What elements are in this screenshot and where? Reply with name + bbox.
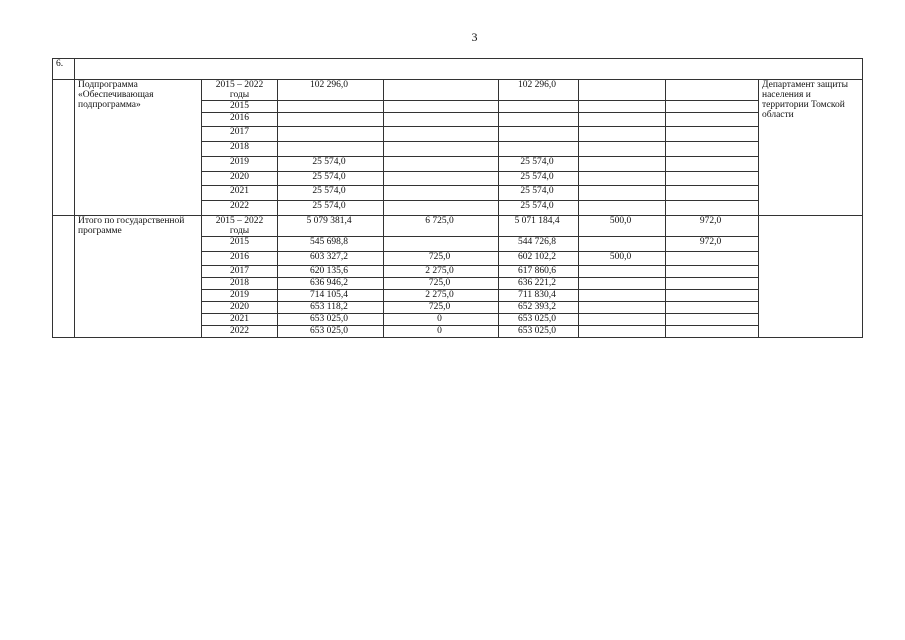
total-cell bbox=[278, 127, 384, 142]
total-cell bbox=[278, 142, 384, 157]
year-cell: 2019 bbox=[202, 290, 278, 302]
regional-budget-cell: 25 574,0 bbox=[499, 172, 579, 186]
federal-budget-cell bbox=[384, 186, 499, 201]
year-cell: 2015 bbox=[202, 101, 278, 113]
other-sources-cell bbox=[666, 252, 759, 266]
year-cell: 2015 – 2022 годы bbox=[202, 216, 278, 237]
other-sources-cell bbox=[666, 266, 759, 278]
total-program-name: Итого по государственной программе bbox=[75, 216, 202, 338]
other-sources-cell bbox=[666, 326, 759, 338]
row-number-cell bbox=[53, 216, 75, 338]
local-budget-cell bbox=[579, 201, 666, 216]
total-cell: 653 118,2 bbox=[278, 302, 384, 314]
local-budget-cell: 500,0 bbox=[579, 216, 666, 237]
local-budget-cell bbox=[579, 302, 666, 314]
federal-budget-cell bbox=[384, 127, 499, 142]
financing-table bbox=[52, 58, 863, 338]
total-cell bbox=[278, 113, 384, 127]
regional-budget-cell bbox=[499, 113, 579, 127]
executor-cell: Департамент защиты населения и территории Томской области bbox=[759, 80, 863, 216]
year-cell: 2016 bbox=[202, 252, 278, 266]
subprogram-name: Подпрограмма «Обеспечивающая подпрограмма» bbox=[75, 80, 202, 216]
total-cell: 5 079 381,4 bbox=[278, 216, 384, 237]
local-budget-cell bbox=[579, 127, 666, 142]
federal-budget-cell bbox=[384, 113, 499, 127]
subprogram-row bbox=[53, 80, 863, 101]
year-cell: 2016 bbox=[202, 113, 278, 127]
regional-budget-cell: 636 221,2 bbox=[499, 278, 579, 290]
regional-budget-cell: 602 102,2 bbox=[499, 252, 579, 266]
total-cell bbox=[278, 101, 384, 113]
regional-budget-cell: 653 025,0 bbox=[499, 314, 579, 326]
regional-budget-cell: 653 025,0 bbox=[499, 326, 579, 338]
federal-budget-cell bbox=[384, 157, 499, 172]
federal-budget-cell: 725,0 bbox=[384, 252, 499, 266]
local-budget-cell bbox=[579, 157, 666, 172]
other-sources-cell bbox=[666, 157, 759, 172]
regional-budget-cell: 652 393,2 bbox=[499, 302, 579, 314]
year-cell: 2022 bbox=[202, 326, 278, 338]
federal-budget-cell bbox=[384, 172, 499, 186]
total-cell: 25 574,0 bbox=[278, 157, 384, 172]
other-sources-cell bbox=[666, 142, 759, 157]
regional-budget-cell: 25 574,0 bbox=[499, 201, 579, 216]
federal-budget-cell bbox=[384, 101, 499, 113]
other-sources-cell bbox=[666, 113, 759, 127]
local-budget-cell bbox=[579, 186, 666, 201]
other-sources-cell: 972,0 bbox=[666, 216, 759, 237]
regional-budget-cell bbox=[499, 101, 579, 113]
federal-budget-cell: 725,0 bbox=[384, 278, 499, 290]
year-cell: 2019 bbox=[202, 157, 278, 172]
section-row bbox=[53, 59, 863, 80]
total-cell: 620 135,6 bbox=[278, 266, 384, 278]
section-title-cell bbox=[75, 59, 863, 80]
year-cell: 2017 bbox=[202, 127, 278, 142]
regional-budget-cell bbox=[499, 142, 579, 157]
other-sources-cell bbox=[666, 201, 759, 216]
year-cell: 2021 bbox=[202, 186, 278, 201]
federal-budget-cell bbox=[384, 142, 499, 157]
regional-budget-cell: 5 071 184,4 bbox=[499, 216, 579, 237]
federal-budget-cell bbox=[384, 80, 499, 101]
federal-budget-cell: 6 725,0 bbox=[384, 216, 499, 237]
federal-budget-cell: 0 bbox=[384, 314, 499, 326]
year-cell: 2020 bbox=[202, 172, 278, 186]
year-cell: 2018 bbox=[202, 278, 278, 290]
year-cell: 2015 – 2022 годы bbox=[202, 80, 278, 101]
regional-budget-cell: 102 296,0 bbox=[499, 80, 579, 101]
total-cell: 653 025,0 bbox=[278, 326, 384, 338]
other-sources-cell bbox=[666, 127, 759, 142]
total-cell: 25 574,0 bbox=[278, 201, 384, 216]
other-sources-cell bbox=[666, 278, 759, 290]
page-number: 3 bbox=[471, 30, 478, 44]
regional-budget-cell: 544 726,8 bbox=[499, 237, 579, 252]
row-number-cell bbox=[53, 80, 75, 216]
regional-budget-cell: 617 860,6 bbox=[499, 266, 579, 278]
year-cell: 2022 bbox=[202, 201, 278, 216]
regional-budget-cell: 25 574,0 bbox=[499, 186, 579, 201]
section-number: 6. bbox=[53, 59, 75, 80]
total-cell: 25 574,0 bbox=[278, 172, 384, 186]
local-budget-cell bbox=[579, 113, 666, 127]
total-cell: 653 025,0 bbox=[278, 314, 384, 326]
other-sources-cell bbox=[666, 172, 759, 186]
other-sources-cell: 972,0 bbox=[666, 237, 759, 252]
local-budget-cell bbox=[579, 101, 666, 113]
year-cell: 2015 bbox=[202, 237, 278, 252]
regional-budget-cell: 711 830,4 bbox=[499, 290, 579, 302]
other-sources-cell bbox=[666, 80, 759, 101]
federal-budget-cell bbox=[384, 237, 499, 252]
other-sources-cell bbox=[666, 314, 759, 326]
local-budget-cell bbox=[579, 80, 666, 101]
local-budget-cell: 500,0 bbox=[579, 252, 666, 266]
local-budget-cell bbox=[579, 278, 666, 290]
total-cell: 545 698,8 bbox=[278, 237, 384, 252]
local-budget-cell bbox=[579, 290, 666, 302]
year-cell: 2018 bbox=[202, 142, 278, 157]
federal-budget-cell: 2 275,0 bbox=[384, 290, 499, 302]
total-program-row bbox=[53, 216, 863, 237]
year-cell: 2020 bbox=[202, 302, 278, 314]
federal-budget-cell: 2 275,0 bbox=[384, 266, 499, 278]
year-cell: 2021 bbox=[202, 314, 278, 326]
total-cell: 603 327,2 bbox=[278, 252, 384, 266]
federal-budget-cell bbox=[384, 201, 499, 216]
other-sources-cell bbox=[666, 101, 759, 113]
total-cell: 714 105,4 bbox=[278, 290, 384, 302]
total-cell: 25 574,0 bbox=[278, 186, 384, 201]
local-budget-cell bbox=[579, 266, 666, 278]
local-budget-cell bbox=[579, 142, 666, 157]
other-sources-cell bbox=[666, 186, 759, 201]
total-cell: 636 946,2 bbox=[278, 278, 384, 290]
total-cell: 102 296,0 bbox=[278, 80, 384, 101]
local-budget-cell bbox=[579, 237, 666, 252]
regional-budget-cell bbox=[499, 127, 579, 142]
local-budget-cell bbox=[579, 314, 666, 326]
regional-budget-cell: 25 574,0 bbox=[499, 157, 579, 172]
executor-cell bbox=[759, 216, 863, 338]
year-cell: 2017 bbox=[202, 266, 278, 278]
federal-budget-cell: 0 bbox=[384, 326, 499, 338]
other-sources-cell bbox=[666, 302, 759, 314]
local-budget-cell bbox=[579, 172, 666, 186]
other-sources-cell bbox=[666, 290, 759, 302]
local-budget-cell bbox=[579, 326, 666, 338]
federal-budget-cell: 725,0 bbox=[384, 302, 499, 314]
